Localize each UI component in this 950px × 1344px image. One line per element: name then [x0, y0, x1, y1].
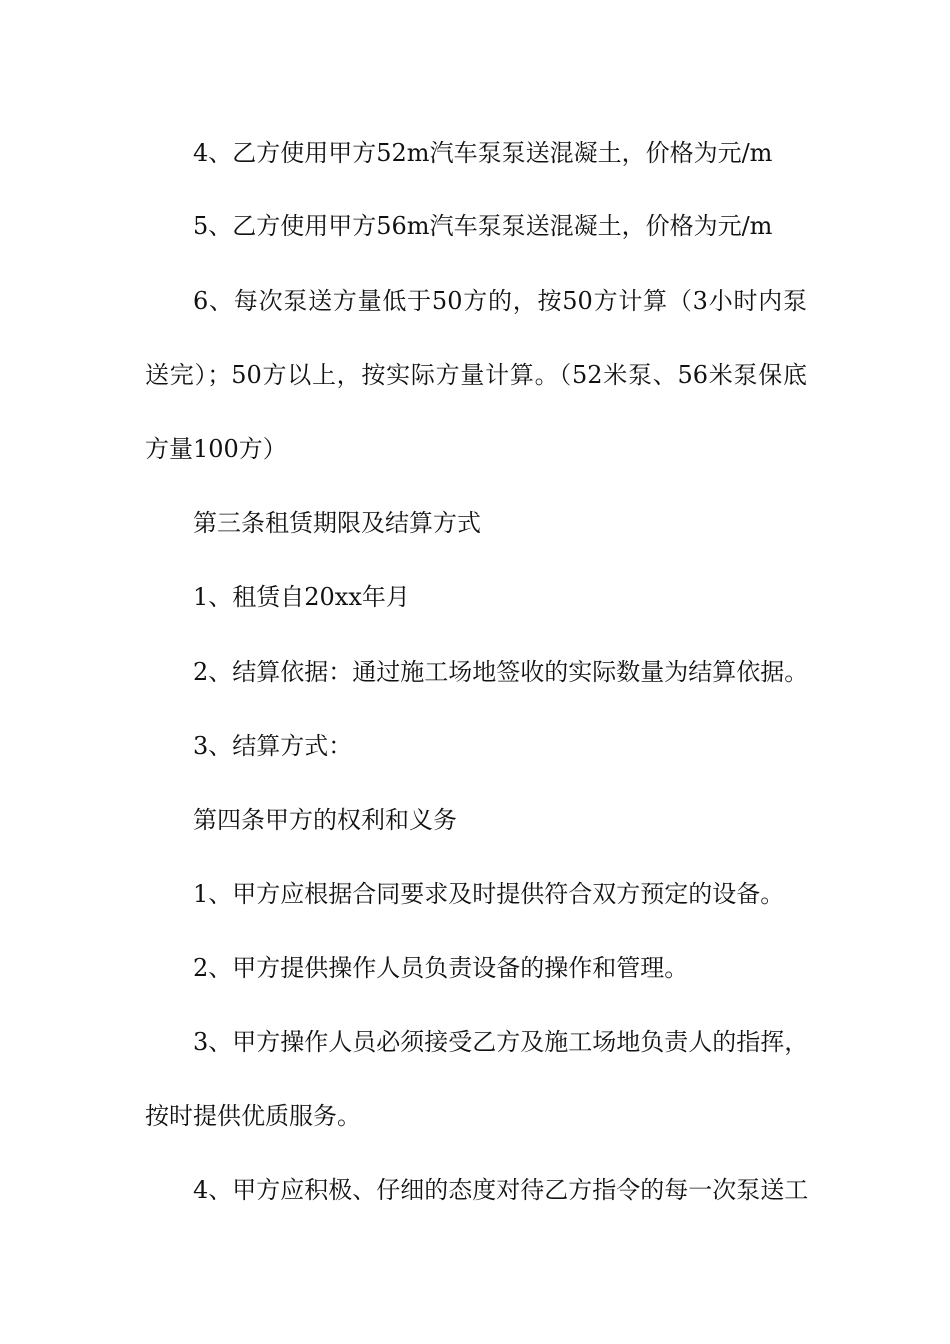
paragraph-line: 送完）；50方以上，按实际方量计算。（52米泵、56米泵保底	[145, 361, 807, 389]
paragraph-line: 方量100方）	[145, 435, 287, 463]
paragraph-line: 3、甲方操作人员必须接受乙方及施工场地负责人的指挥，	[193, 1028, 809, 1056]
paragraph-line: 5、乙方使用甲方56m汽车泵泵送混凝土，价格为元/m	[193, 212, 773, 240]
section-heading: 第四条甲方的权利和义务	[193, 806, 457, 834]
section-heading: 第三条租赁期限及结算方式	[193, 509, 481, 537]
paragraph-line: 6、每次泵送方量低于50方的，按50方计算（3小时内泵	[193, 287, 807, 315]
paragraph-line: 2、甲方提供操作人员负责设备的操作和管理。	[193, 954, 689, 982]
paragraph-line: 1、租赁自20xx年月	[193, 583, 410, 611]
paragraph-line: 2、结算依据：通过施工场地签收的实际数量为结算依据。	[193, 658, 809, 686]
paragraph-line: 1、甲方应根据合同要求及时提供符合双方预定的设备。	[193, 880, 785, 908]
paragraph-line: 4、乙方使用甲方52m汽车泵泵送混凝土，价格为元/m	[193, 139, 773, 167]
paragraph-line: 3、结算方式：	[193, 732, 353, 760]
paragraph-line: 按时提供优质服务。	[145, 1102, 361, 1130]
paragraph-line: 4、甲方应积极、仔细的态度对待乙方指令的每一次泵送工	[193, 1176, 809, 1204]
